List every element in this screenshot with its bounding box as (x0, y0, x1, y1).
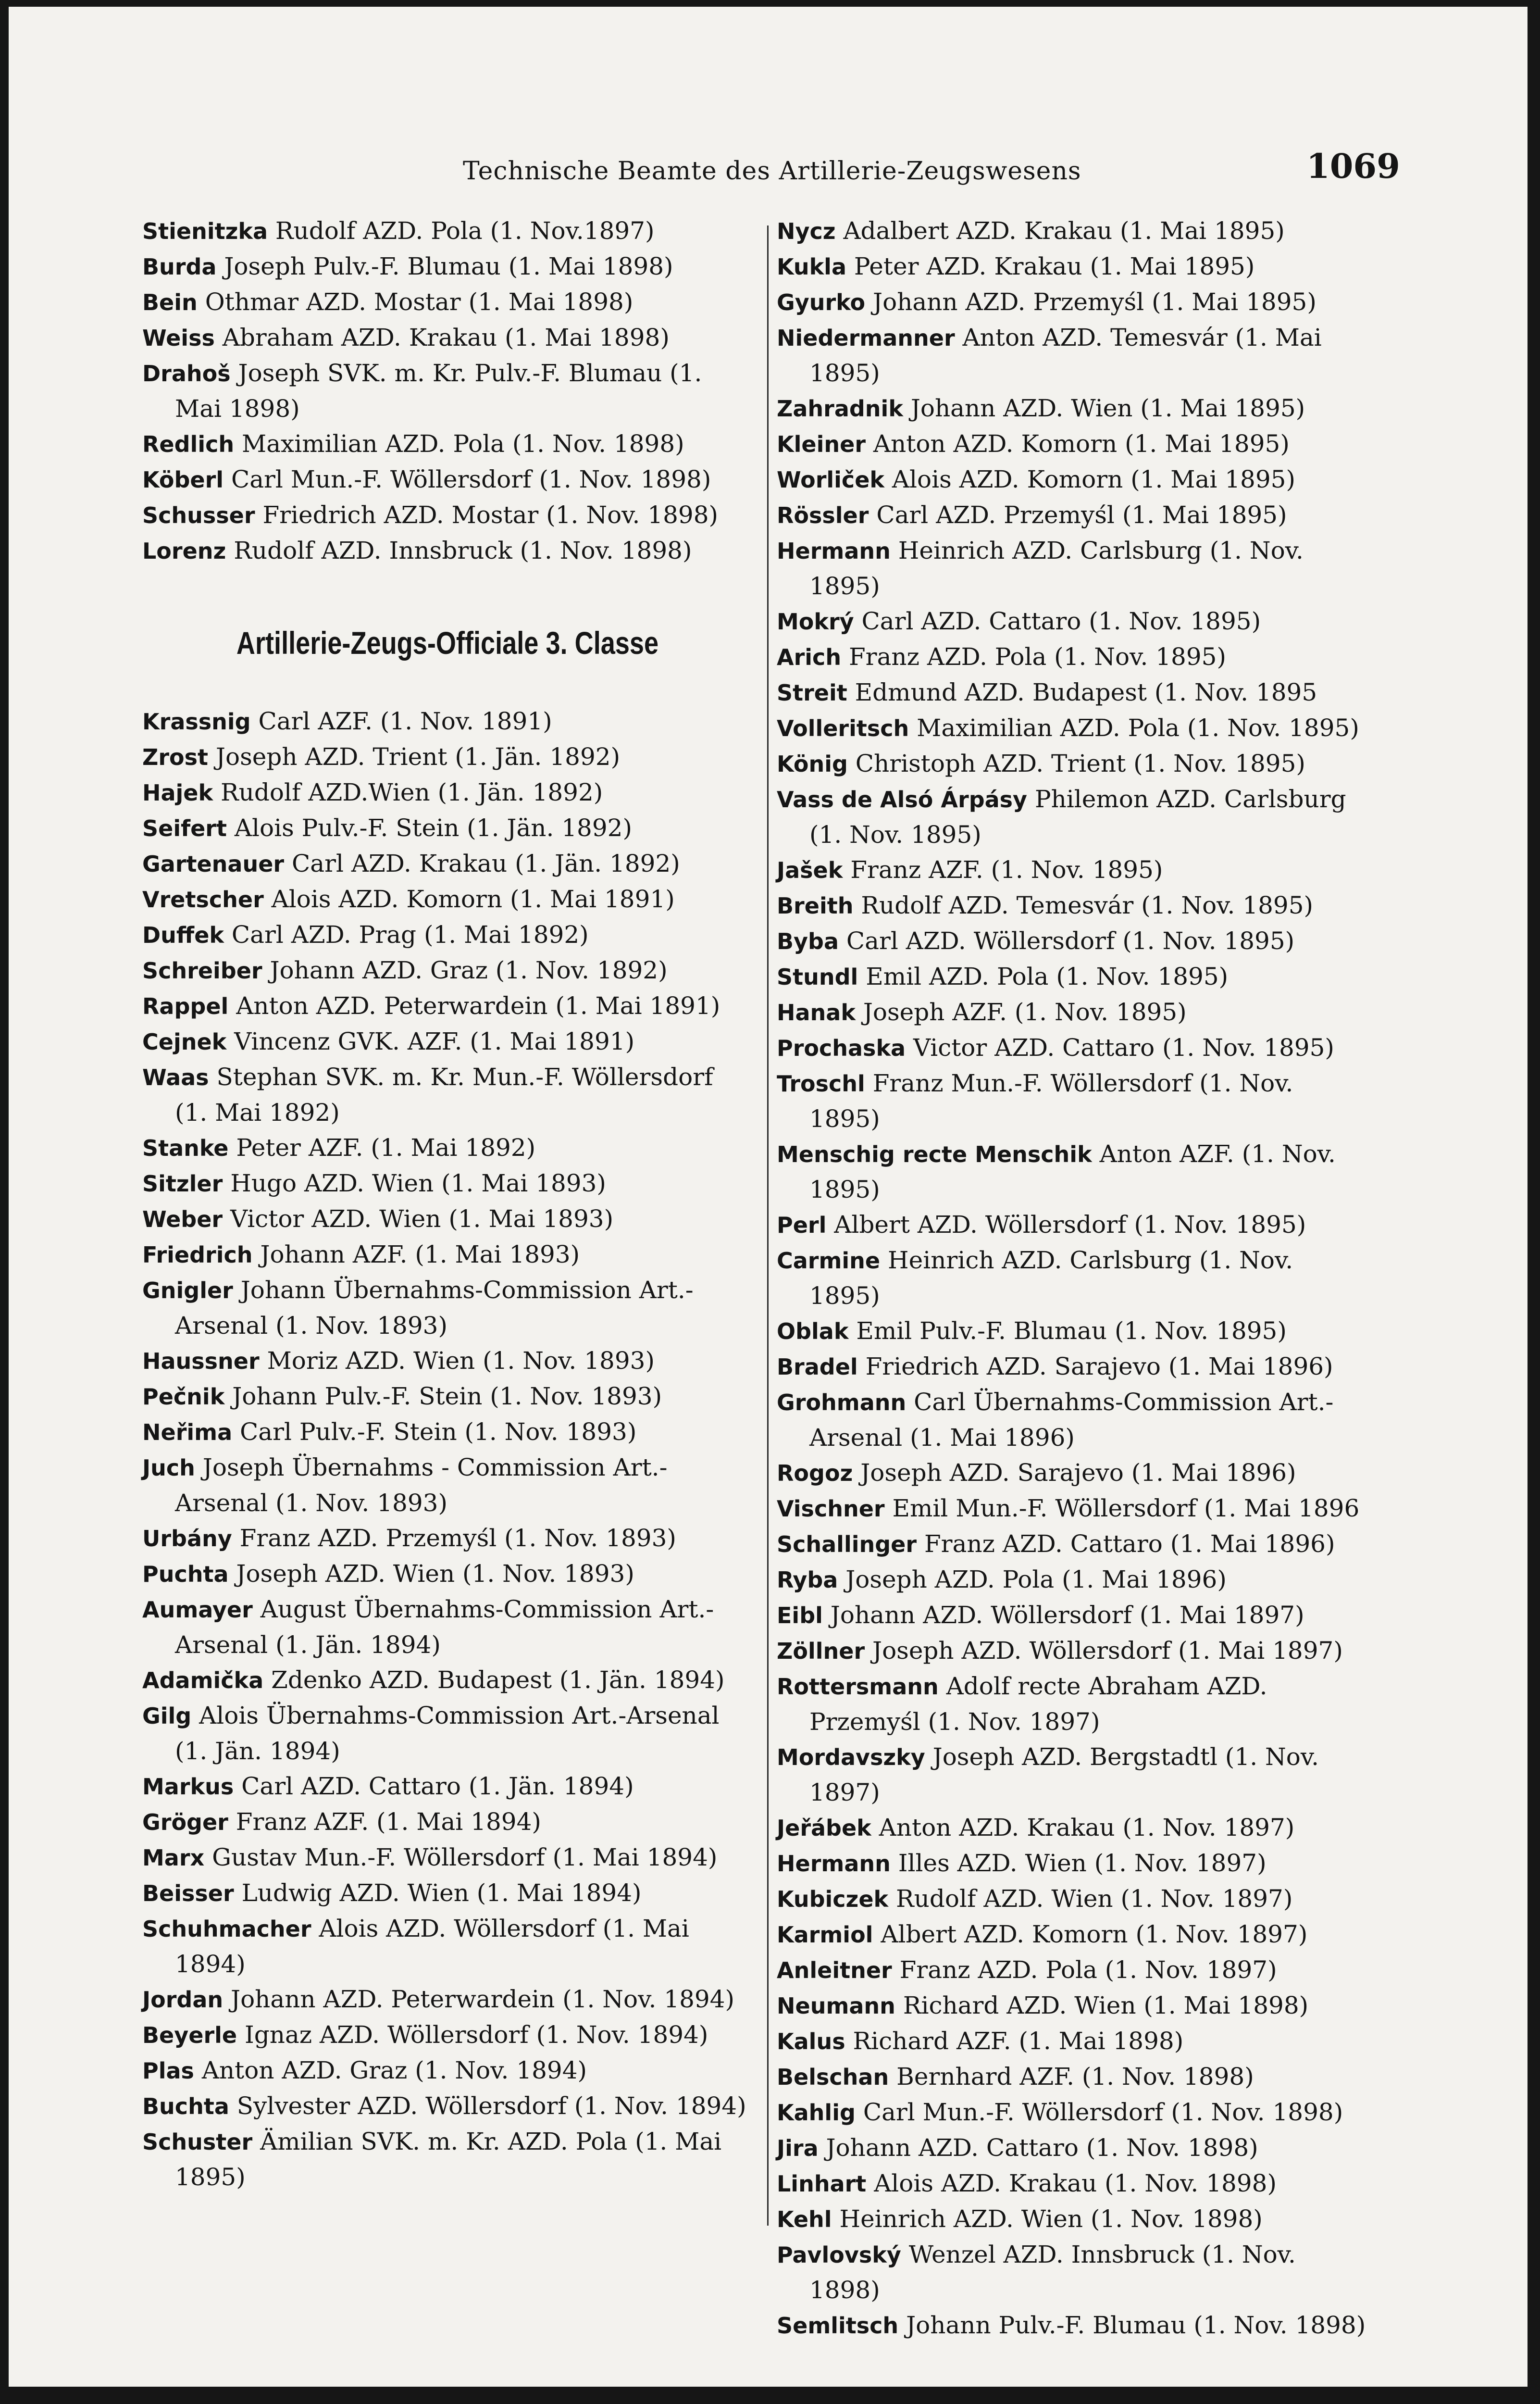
entry-details: Johann AZD. Cattaro (1. Nov. 1898) (826, 2134, 1258, 2162)
personnel-entry (777, 2166, 1368, 2202)
entry-details: Anton AZD. Krakau (1. Nov. 1897) (879, 1814, 1295, 1841)
personnel-entry (777, 1349, 1368, 1385)
entry-details: Johann Übernahms-Commission Art.-Arsenal (1. Nov. 1893) (175, 1276, 694, 1340)
entry-surname: Adamička (142, 1667, 264, 1693)
running-title: Technische Beamte des Artillerie-Zeugswesens (463, 157, 1081, 186)
entry-surname: Breith (777, 893, 854, 919)
personnel-entry (777, 604, 1368, 639)
personnel-entry (777, 2202, 1368, 2237)
entry-details: Alois AZD. Komorn (1. Mai 1895) (892, 465, 1295, 493)
entry-details: Richard AZF. (1. Mai 1898) (853, 2027, 1184, 2055)
entry-details: Bernhard AZF. (1. Nov. 1898) (896, 2063, 1254, 2091)
personnel-entry (142, 356, 753, 426)
entry-surname: Puchta (142, 1561, 229, 1587)
entry-details: Joseph AZF. (1. Nov. 1895) (863, 998, 1187, 1026)
entry-surname: Markus (142, 1774, 234, 1800)
entry-surname: Beisser (142, 1880, 234, 1906)
entry-surname: Friedrich (142, 1242, 253, 1268)
entry-surname: König (777, 751, 848, 777)
entry-details: Victor AZD. Cattaro (1. Nov. 1895) (913, 1034, 1334, 1062)
entry-details: Johann AZD. Wöllersdorf (1. Mai 1897) (830, 1601, 1304, 1629)
personnel-entry (777, 391, 1368, 426)
entry-details: Joseph AZD. Wien (1. Nov. 1893) (236, 1560, 634, 1588)
entry-surname: Haussner (142, 1348, 260, 1374)
personnel-entry (142, 811, 753, 846)
entry-details: Joseph Übernahms - Commission Art.-Arsenal (1. Nov. 1893) (175, 1453, 668, 1517)
column-divider (767, 225, 769, 2226)
personnel-entry (142, 1663, 753, 1698)
entry-surname: Juch (142, 1455, 195, 1481)
personnel-entry (777, 1030, 1368, 1066)
entry-details: Anton AZD. Temesvár (1. Mai 1895) (809, 324, 1322, 387)
personnel-entry (142, 1982, 753, 2017)
entry-details: Carl AZD. Krakau (1. Jän. 1892) (292, 850, 680, 877)
personnel-entry (777, 675, 1368, 711)
entry-details: Anton AZD. Peterwardein (1. Mai 1891) (236, 992, 720, 1020)
entry-details: Johann AZD. Wien (1. Mai 1895) (910, 394, 1305, 422)
personnel-entry (777, 1314, 1368, 1349)
personnel-entry (777, 1633, 1368, 1669)
entry-surname: Jašek (777, 857, 843, 883)
personnel-entry (142, 1592, 753, 1663)
entry-details: Rudolf AZD. Innsbruck (1. Nov. 1898) (234, 537, 692, 564)
entry-surname: Volleritsch (777, 715, 909, 741)
entry-surname: Kubiczek (777, 1886, 889, 1912)
entry-surname: Waas (142, 1064, 209, 1090)
entry-surname: Pavlovský (777, 2242, 901, 2268)
entry-details: Peter AZD. Krakau (1. Mai 1895) (854, 252, 1255, 280)
entry-details: Sylvester AZD. Wöllersdorf (1. Nov. 1894) (236, 2092, 746, 2120)
personnel-entry (142, 1415, 753, 1450)
entry-details: Emil AZD. Pola (1. Nov. 1895) (866, 963, 1229, 990)
entry-surname: Troschl (777, 1071, 865, 1097)
personnel-entry (777, 995, 1368, 1030)
personnel-entry (777, 462, 1368, 498)
personnel-entry (777, 2024, 1368, 2059)
entry-details: Johann Pulv.-F. Stein (1. Nov. 1893) (232, 1382, 662, 1410)
entry-details: Alois AZD. Komorn (1. Mai 1891) (271, 885, 675, 913)
entry-surname: Gilg (142, 1703, 192, 1729)
personnel-entry (777, 1846, 1368, 1881)
entry-surname: Weiss (142, 325, 215, 351)
entry-surname: Worliček (777, 467, 884, 493)
entry-details: Gustav Mun.-F. Wöllersdorf (1. Mai 1894) (212, 1843, 718, 1871)
personnel-entry (777, 1740, 1368, 1810)
personnel-entry (142, 1237, 753, 1273)
entry-surname: Marx (142, 1845, 205, 1871)
entry-list-before-heading (142, 213, 753, 569)
entry-details: Johann AZF. (1. Mai 1893) (260, 1240, 580, 1268)
entry-details: Joseph SVK. m. Kr. Pulv.-F. Blumau (1. Mai 1898) (175, 359, 702, 423)
entry-surname: Neumann (777, 1993, 895, 2019)
page-header (9, 146, 1528, 194)
entry-surname: Stundl (777, 964, 858, 990)
personnel-entry (777, 1137, 1368, 1207)
entry-surname: Kahlig (777, 2100, 856, 2126)
entry-surname: Urbány (142, 1526, 232, 1552)
entry-surname: Belschan (777, 2064, 889, 2090)
entry-details: Carl AZD. Cattaro (1. Nov. 1895) (861, 607, 1261, 635)
personnel-entry (777, 852, 1368, 888)
entry-surname: Perl (777, 1212, 827, 1238)
entry-surname: Gnigler (142, 1277, 233, 1303)
entry-surname: Zahradnik (777, 396, 903, 422)
entry-details: Albert AZD. Komorn (1. Nov. 1897) (881, 1920, 1308, 1948)
entry-surname: Gyurko (777, 289, 866, 315)
entry-details: Joseph AZD. Bergstadtl (1. Nov. 1897) (809, 1743, 1319, 1806)
entry-surname: Duffek (142, 922, 224, 948)
entry-details: Adalbert AZD. Krakau (1. Mai 1895) (843, 217, 1285, 245)
entry-surname: Stienitzka (142, 218, 268, 244)
entry-surname: Jira (777, 2135, 819, 2161)
entry-details: Hugo AZD. Wien (1. Mai 1893) (230, 1169, 606, 1197)
personnel-entry (142, 917, 753, 953)
personnel-entry (142, 1060, 753, 1130)
entry-surname: Burda (142, 254, 217, 280)
entry-details: Rudolf AZD. Wien (1. Nov. 1897) (896, 1885, 1293, 1913)
entry-details: Joseph AZD. Wöllersdorf (1. Mai 1897) (872, 1637, 1343, 1665)
personnel-entry (777, 213, 1368, 249)
personnel-entry (777, 498, 1368, 533)
entry-details: Franz Mun.-F. Wöllersdorf (1. Nov. 1895) (809, 1069, 1293, 1133)
personnel-entry (142, 1840, 753, 1876)
personnel-entry (142, 1273, 753, 1343)
personnel-entry (142, 1876, 753, 1911)
personnel-entry (777, 924, 1368, 959)
entry-surname: Cejnek (142, 1029, 227, 1055)
entry-surname: Rappel (142, 993, 229, 1019)
entry-surname: Gartenauer (142, 851, 285, 877)
entry-surname: Anleitner (777, 1957, 892, 1983)
entry-details: Johann AZD. Graz (1. Nov. 1892) (270, 956, 668, 984)
personnel-entry (777, 285, 1368, 320)
personnel-entry (142, 2017, 753, 2053)
entry-details: Franz AZD. Przemyśl (1. Nov. 1893) (239, 1524, 676, 1552)
personnel-entry (777, 1527, 1368, 1562)
personnel-entry (142, 249, 753, 285)
entry-details: Adolf recte Abraham AZD. Przemyśl (1. Nov. 1897) (809, 1672, 1267, 1736)
entry-surname: Hanak (777, 1000, 856, 1026)
entry-details: Richard AZD. Wien (1. Mai 1898) (903, 1991, 1309, 2019)
personnel-entry (142, 1769, 753, 1804)
personnel-entry (142, 426, 753, 462)
entry-details: Anton AZD. Komorn (1. Mai 1895) (873, 430, 1290, 458)
entry-surname: Ryba (777, 1567, 838, 1593)
entry-surname: Byba (777, 928, 839, 954)
personnel-entry (142, 704, 753, 739)
personnel-entry (777, 2095, 1368, 2130)
personnel-entry (142, 882, 753, 917)
entry-surname: Schallinger (777, 1531, 917, 1557)
entry-surname: Vass de Alsó Árpásy (777, 787, 1028, 813)
entry-details: Rudolf AZD. Pola (1. Nov.1897) (275, 217, 655, 245)
personnel-entry (142, 989, 753, 1024)
personnel-entry (142, 462, 753, 498)
right-column (777, 213, 1368, 2343)
entry-surname: Oblak (777, 1318, 849, 1344)
entry-surname: Prochaska (777, 1035, 906, 1061)
personnel-entry (777, 782, 1368, 852)
entry-surname: Schreiber (142, 958, 262, 984)
entry-details: Carl Mun.-F. Wöllersdorf (1. Nov. 1898) (231, 465, 711, 493)
entry-details: Alois AZD. Krakau (1. Nov. 1898) (874, 2169, 1277, 2197)
personnel-entry (777, 1669, 1368, 1740)
entry-surname: Weber (142, 1206, 223, 1232)
entry-surname: Kukla (777, 254, 846, 280)
personnel-entry (777, 1917, 1368, 1953)
personnel-entry (777, 1491, 1368, 1527)
personnel-entry (777, 426, 1368, 462)
entry-surname: Kleiner (777, 431, 866, 457)
personnel-entry (777, 888, 1368, 924)
page-number: 1069 (1306, 146, 1400, 186)
entry-details: Illes AZD. Wien (1. Nov. 1897) (898, 1849, 1267, 1877)
entry-surname: Vretscher (142, 887, 264, 913)
personnel-entry (777, 1207, 1368, 1243)
personnel-entry (142, 2124, 753, 2195)
entry-surname: Redlich (142, 431, 235, 457)
entry-details: Abraham AZD. Krakau (1. Mai 1898) (222, 324, 670, 351)
personnel-entry (142, 775, 753, 811)
entry-details: Ludwig AZD. Wien (1. Mai 1894) (241, 1879, 642, 1907)
personnel-entry (777, 2130, 1368, 2166)
entry-surname: Gröger (142, 1809, 228, 1835)
entry-details: Edmund AZD. Budapest (1. Nov. 1895 (855, 678, 1317, 706)
left-column (142, 213, 753, 2195)
entry-details: Ämilian SVK. m. Kr. AZD. Pola (1. Mai 1895) (175, 2128, 722, 2191)
entry-surname: Sitzler (142, 1171, 223, 1197)
entry-details: Franz AZD. Cattaro (1. Mai 1896) (924, 1530, 1335, 1558)
entry-details: Vincenz GVK. AZF. (1. Mai 1891) (234, 1027, 635, 1055)
entry-surname: Hermann (777, 538, 891, 564)
entry-surname: Pečnik (142, 1384, 225, 1410)
personnel-entry (142, 1202, 753, 1237)
entry-details: Friedrich AZD. Mostar (1. Nov. 1898) (262, 501, 719, 529)
entry-details: Anton AZD. Graz (1. Nov. 1894) (201, 2056, 587, 2084)
entry-details: Christoph AZD. Trient (1. Nov. 1895) (855, 750, 1305, 777)
entry-details: Maximilian AZD. Pola (1. Nov. 1898) (242, 430, 684, 458)
personnel-entry (777, 1385, 1368, 1455)
personnel-entry (142, 2089, 753, 2124)
personnel-entry (777, 1243, 1368, 1314)
entry-surname: Hermann (777, 1851, 891, 1877)
personnel-entry (142, 1450, 753, 1521)
entry-surname: Bein (142, 289, 198, 315)
entry-details: Emil Mun.-F. Wöllersdorf (1. Mai 1896 (892, 1494, 1360, 1522)
entry-surname: Schuster (142, 2129, 253, 2155)
entry-details: Rudolf AZD.Wien (1. Jän. 1892) (221, 778, 603, 806)
entry-surname: Jeřábek (777, 1815, 871, 1841)
personnel-entry (142, 1130, 753, 1166)
entry-surname: Linhart (777, 2171, 867, 2197)
personnel-entry (142, 1556, 753, 1592)
entry-surname: Rogoz (777, 1460, 853, 1486)
section-heading: Artillerie-Zeugs-Officiale 3. Classe (236, 625, 659, 661)
entry-details: Heinrich AZD. Carlsburg (1. Nov. 1895) (809, 1246, 1293, 1310)
personnel-entry (142, 498, 753, 533)
entry-details: Ignaz AZD. Wöllersdorf (1. Nov. 1894) (245, 2021, 708, 2049)
entry-surname: Drahoš (142, 361, 231, 387)
entry-details: Johann AZD. Peterwardein (1. Nov. 1894) (231, 1985, 735, 2013)
entry-surname: Schusser (142, 502, 255, 528)
entry-surname: Hajek (142, 780, 213, 806)
entry-surname: Neřima (142, 1419, 233, 1445)
entry-details: Carl Mun.-F. Wöllersdorf (1. Nov. 1898) (863, 2098, 1343, 2126)
personnel-entry (142, 1024, 753, 1060)
entry-details: Johann AZD. Przemyśl (1. Mai 1895) (873, 288, 1316, 316)
entry-details: Franz AZD. Pola (1. Nov. 1897) (899, 1956, 1277, 1984)
entry-details: Heinrich AZD. Wien (1. Nov. 1898) (839, 2205, 1263, 2233)
entry-details: Carl AZD. Cattaro (1. Jän. 1894) (241, 1772, 634, 1800)
entry-details: Albert AZD. Wöllersdorf (1. Nov. 1895) (834, 1211, 1306, 1239)
entry-details: Franz AZF. (1. Mai 1894) (236, 1808, 541, 1836)
book-page (9, 7, 1528, 2387)
personnel-entry (142, 1521, 753, 1556)
personnel-entry (142, 1804, 753, 1840)
entry-details: Heinrich AZD. Carlsburg (1. Nov. 1895) (809, 537, 1304, 600)
entry-surname: Mokrý (777, 609, 854, 635)
entry-surname: Köberl (142, 467, 224, 493)
entry-list-after-heading (142, 704, 753, 2195)
personnel-entry (777, 746, 1368, 782)
entry-details: August Übernahms-Commission Art.-Arsenal (1. Jän. 1894) (175, 1595, 714, 1659)
entry-details: Peter AZF. (1. Mai 1892) (236, 1134, 536, 1162)
personnel-entry (777, 533, 1368, 604)
entry-details: Joseph AZD. Trient (1. Jän. 1892) (215, 743, 621, 771)
entry-details: Othmar AZD. Mostar (1. Mai 1898) (205, 288, 633, 316)
entry-details: Carl Übernahms-Commission Art.-Arsenal (1. Mai 1896) (809, 1388, 1334, 1452)
entry-surname: Karmiol (777, 1922, 873, 1948)
entry-surname: Arich (777, 644, 842, 670)
personnel-entry (142, 533, 753, 569)
entry-surname: Krassnig (142, 709, 251, 735)
personnel-entry (777, 959, 1368, 995)
entry-surname: Rottersmann (777, 1674, 939, 1700)
entry-details: Philemon AZD. Carlsburg (1. Nov. 1895) (809, 785, 1346, 849)
entry-details: Johann Pulv.-F. Blumau (1. Nov. 1898) (906, 2311, 1366, 2339)
entry-details: Friedrich AZD. Sarajevo (1. Mai 1896) (865, 1352, 1333, 1380)
entry-details: Carl AZD. Wöllersdorf (1. Nov. 1895) (846, 927, 1295, 955)
entry-details: Franz AZD. Pola (1. Nov. 1895) (848, 643, 1226, 671)
personnel-entry (142, 2053, 753, 2089)
entry-details: Maximilian AZD. Pola (1. Nov. 1895) (917, 714, 1359, 742)
personnel-entry (142, 1166, 753, 1202)
personnel-entry (142, 285, 753, 320)
entry-surname: Niedermanner (777, 325, 955, 351)
entry-details: Moriz AZD. Wien (1. Nov. 1893) (267, 1347, 655, 1375)
personnel-entry (142, 213, 753, 249)
personnel-entry (777, 2308, 1368, 2343)
personnel-entry (777, 1598, 1368, 1633)
personnel-entry (142, 953, 753, 989)
entry-details: Zdenko AZD. Budapest (1. Jän. 1894) (271, 1666, 725, 1694)
entry-details: Carl AZD. Prag (1. Mai 1892) (231, 921, 589, 949)
entry-surname: Mordavszky (777, 1744, 925, 1770)
personnel-entry (777, 1455, 1368, 1491)
personnel-entry (777, 1988, 1368, 2024)
entry-surname: Seifert (142, 815, 227, 841)
entry-details: Emil Pulv.-F. Blumau (1. Nov. 1895) (856, 1317, 1287, 1345)
entry-list-right (777, 213, 1368, 2343)
entry-surname: Bradel (777, 1354, 858, 1380)
personnel-entry (142, 1911, 753, 1982)
entry-details: Alois Pulv.-F. Stein (1. Jän. 1892) (234, 814, 632, 842)
entry-details: Carl Pulv.-F. Stein (1. Nov. 1893) (240, 1418, 637, 1446)
entry-surname: Beyerle (142, 2022, 237, 2048)
personnel-entry (777, 711, 1368, 746)
entry-details: Carl AZD. Przemyśl (1. Mai 1895) (876, 501, 1287, 529)
entry-surname: Grohmann (777, 1390, 907, 1415)
personnel-entry (777, 2059, 1368, 2095)
personnel-entry (777, 639, 1368, 675)
entry-details: Alois Übernahms-Commission Art.-Arsenal (1. Jän. 1894) (175, 1702, 720, 1765)
entry-details: Rudolf AZD. Temesvár (1. Nov. 1895) (861, 891, 1314, 919)
entry-details: Joseph AZD. Sarajevo (1. Mai 1896) (860, 1459, 1296, 1487)
personnel-entry (142, 846, 753, 882)
personnel-entry (142, 1698, 753, 1769)
entry-details: Victor AZD. Wien (1. Mai 1893) (230, 1205, 614, 1233)
entry-surname: Carmine (777, 1248, 881, 1274)
personnel-entry (777, 1810, 1368, 1846)
entry-details: Alois AZD. Wöllersdorf (1. Mai 1894) (175, 1915, 689, 1978)
entry-details: Carl AZF. (1. Nov. 1891) (258, 707, 552, 735)
entry-details: Franz AZF. (1. Nov. 1895) (850, 856, 1163, 884)
personnel-entry (777, 1881, 1368, 1917)
personnel-entry (777, 1562, 1368, 1598)
entry-details: Stephan SVK. m. Kr. Mun.-F. Wöllersdorf (1. Mai 1892) (175, 1063, 713, 1127)
entry-surname: Eibl (777, 1603, 823, 1628)
personnel-entry (142, 1379, 753, 1415)
entry-surname: Kalus (777, 2028, 845, 2054)
entry-surname: Menschig recte Menschik (777, 1141, 1092, 1167)
personnel-entry (142, 739, 753, 775)
personnel-entry (777, 320, 1368, 391)
personnel-entry (777, 249, 1368, 285)
entry-details: Joseph Pulv.-F. Blumau (1. Mai 1898) (224, 252, 673, 280)
entry-details: Wenzel AZD. Innsbruck (1. Nov. 1898) (809, 2241, 1296, 2304)
personnel-entry (142, 1343, 753, 1379)
entry-surname: Kehl (777, 2206, 832, 2232)
personnel-entry (777, 1953, 1368, 1988)
entry-surname: Zöllner (777, 1638, 865, 1664)
entry-surname: Jordan (142, 1987, 224, 2013)
personnel-entry (142, 320, 753, 356)
entry-surname: Vischner (777, 1496, 885, 1522)
entry-surname: Lorenz (142, 538, 226, 564)
entry-surname: Rössler (777, 502, 869, 528)
entry-details: Anton AZF. (1. Nov. 1895) (809, 1140, 1336, 1203)
entry-surname: Nycz (777, 218, 836, 244)
entry-surname: Stanke (142, 1135, 229, 1161)
entry-surname: Buchta (142, 2093, 229, 2119)
entry-surname: Semlitsch (777, 2313, 899, 2339)
entry-surname: Plas (142, 2058, 194, 2084)
entry-details: Joseph AZD. Pola (1. Mai 1896) (845, 1565, 1227, 1593)
entry-surname: Zrost (142, 744, 209, 770)
personnel-entry (777, 2237, 1368, 2308)
personnel-entry (777, 1066, 1368, 1137)
entry-surname: Streit (777, 680, 847, 706)
entry-surname: Schuhmacher (142, 1916, 311, 1942)
entry-surname: Aumayer (142, 1597, 253, 1623)
